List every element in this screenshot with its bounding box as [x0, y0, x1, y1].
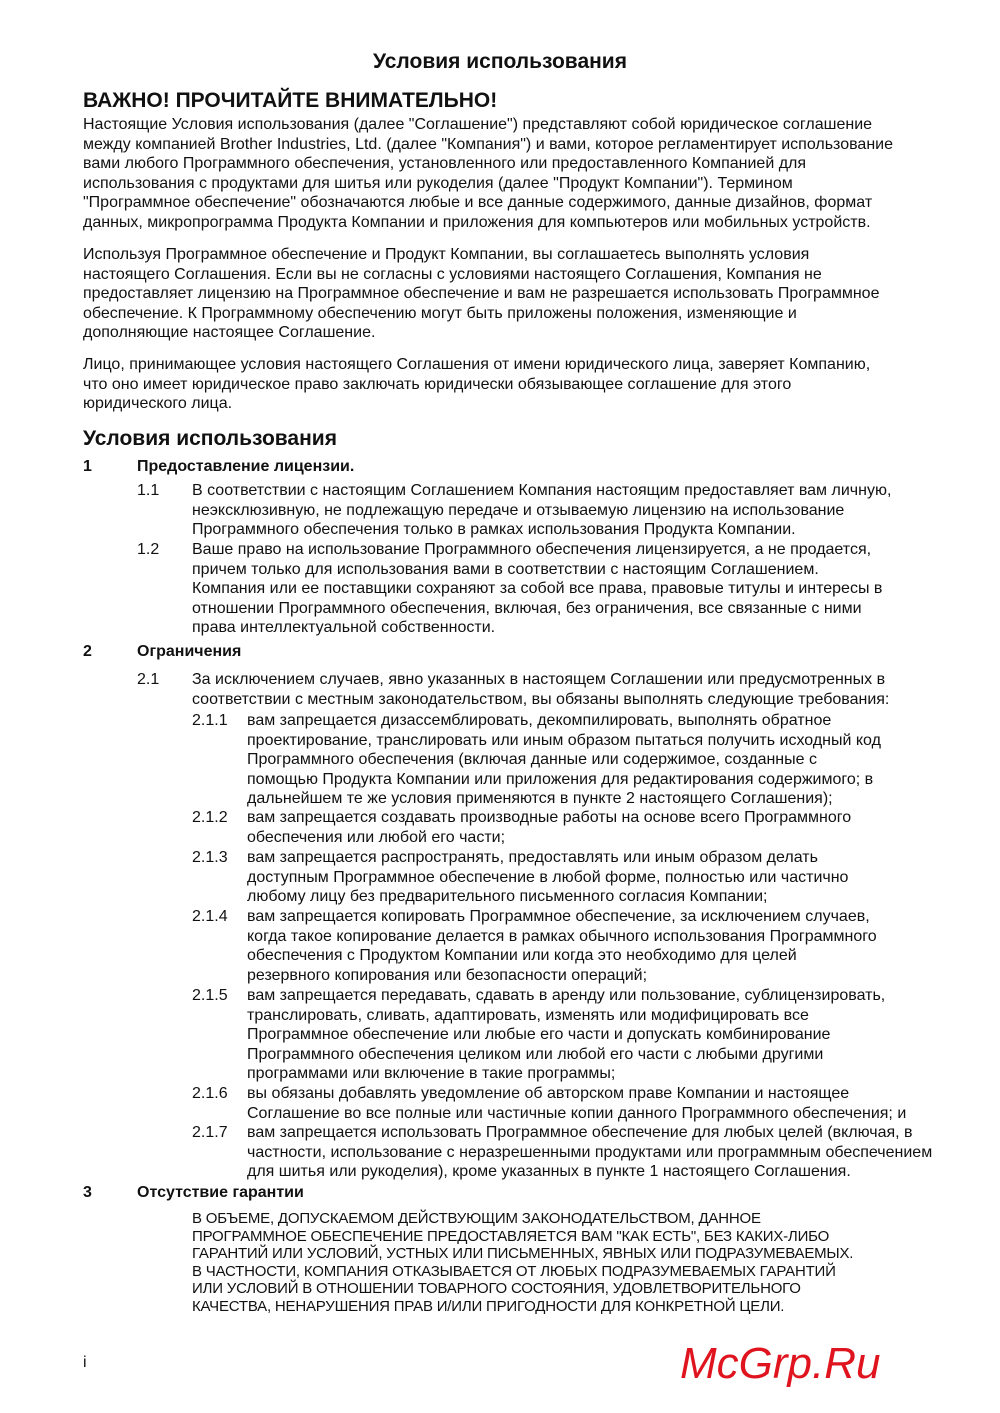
- text-line: ПРОГРАММНОЕ ОБЕСПЕЧЕНИЕ ПРЕДОСТАВЛЯЕТСЯ ВАМ "КАК ЕСТЬ", БЕЗ КАКИХ-ЛИБО: [192, 1227, 830, 1245]
- text-line: отношении Программного обеспечения, включая, без ограничения, все связанные с ними: [192, 599, 862, 617]
- section-title: [137, 457, 354, 477]
- text-line: КАЧЕСТВА, НЕНАРУШЕНИЯ ПРАВ И/ИЛИ ПРИГОДНОСТИ ДЛЯ КОНКРЕТНОЙ ЦЕЛИ.: [192, 1297, 785, 1315]
- text-line: Программное обеспечение или любые его части и допускать комбинирование: [247, 1026, 831, 1043]
- intro-paragraph: [83, 245, 879, 343]
- item-number: 3: [83, 1184, 92, 1201]
- text-line: Используя Программное обеспечение и Продукт Компании, вы соглашаетесь выполнять условия: [83, 246, 810, 263]
- intro-paragraph: [83, 355, 870, 414]
- text-line: предоставляет лицензию на Программное обеспечение и вам не разрешается использовать Программное: [83, 285, 880, 302]
- item-number: 2.1: [137, 671, 160, 688]
- text-line: помощью Продукта Компании или приложения для редактирования содержимого; в: [247, 770, 874, 788]
- text-line: между компанией Brother Industries, Ltd. (далее "Компания") и вами, которое регламентирует использование: [83, 135, 893, 153]
- text-line: Соглашение во все полные или частичные копии данного Программного обеспечения; и: [247, 1104, 907, 1122]
- item-number: 1: [83, 458, 92, 475]
- text-line: причем только для использования вами в соответствии с настоящим Соглашением.: [192, 560, 819, 578]
- terms-heading: Условия использования: [83, 427, 337, 450]
- text-line: соответствии с местным законодательством, вы обязаны выполнять следующие требования:: [192, 690, 890, 708]
- text-line: Компания или ее поставщики сохраняют за собой все права, правовые титулы и интересы в: [192, 580, 883, 597]
- text-line: Программного обеспечения только в рамках использования Продукта Компании.: [192, 521, 796, 538]
- text-line: вам запрещается создавать производные работы на основе всего Программного: [247, 809, 852, 826]
- document-title: Условия использования: [373, 50, 627, 73]
- text-line: резервного копирования или безопасности операций;: [247, 966, 648, 984]
- item-number: 2.1.5: [192, 987, 228, 1004]
- text-line: Программного обеспечения целиком или любой его части с любыми другими: [247, 1045, 824, 1063]
- text-line: вам запрещается распространять, предоставлять или иным образом делать: [247, 849, 818, 866]
- text-line: любому лицу без предварительного письменного согласия Компании;: [247, 888, 768, 905]
- text-line: обеспечения или любой его части;: [247, 828, 506, 846]
- text-line: обеспечения с Продуктом Компании или когда это необходимо для целей: [247, 947, 797, 964]
- clause-text: [192, 481, 891, 540]
- section-title: [137, 642, 241, 662]
- text-line: Ограничения: [137, 643, 242, 660]
- item-number: 2.1.6: [192, 1085, 228, 1102]
- text-line: проектирование, транслировать или иным образом пытаться получить исходный код: [247, 731, 881, 749]
- text-line: вы обязаны добавлять уведомление об авторском праве Компании и настоящее: [247, 1085, 850, 1102]
- clause-text: [247, 808, 851, 847]
- clause-text: [247, 1084, 906, 1123]
- text-line: дополняющие настоящее Соглашение.: [83, 324, 376, 341]
- text-line: В соответствии с настоящим Соглашением Компания настоящим предоставляет вам личную,: [192, 482, 892, 499]
- important-heading: ВАЖНО! ПРОЧИТАЙТЕ ВНИМАТЕЛЬНО!: [83, 89, 498, 112]
- clause-text: [247, 907, 877, 985]
- text-line: данных, микропрограмма Продукта Компании и приложения для компьютеров или мобильных устройств.: [83, 213, 871, 231]
- text-line: вами любого Программного обеспечения, установленного или предоставленного Компанией для: [83, 155, 807, 172]
- text-line: "Программное обеспечение" обозначаются любые и все данные содержимого, данные дизайнов, формат: [83, 194, 873, 211]
- text-line: вам запрещается копировать Программное обеспечение, за исключением случаев,: [247, 908, 870, 925]
- text-line: За исключением случаев, явно указанных в настоящем Соглашении или предусмотренных в: [192, 671, 886, 688]
- text-line: что оно имеет юридическое право заключать юридически обязывающее соглашение для этого: [83, 375, 792, 393]
- text-line: ИЛИ УСЛОВИЙ В ОТНОШЕНИИ ТОВАРНОГО СОСТОЯНИЯ, УДОВЛЕТВОРИТЕЛЬНОГО: [192, 1280, 801, 1298]
- intro-paragraph: [83, 115, 893, 232]
- text-line: Предоставление лицензии.: [137, 458, 355, 475]
- text-line: права интеллектуальной собственности.: [192, 619, 496, 636]
- page-number: i: [83, 1354, 87, 1371]
- warranty-text: [192, 1210, 853, 1316]
- text-line: когда такое копирование делается в рамках обычного использования Программного: [247, 927, 877, 945]
- clause-text: [247, 711, 881, 809]
- text-line: Лицо, принимающее условия настоящего Соглашения от имени юридического лица, заверяет Компанию,: [83, 356, 871, 373]
- text-line: ГАРАНТИЙ ИЛИ УСЛОВИЙ, УСТНЫХ ИЛИ ПИСЬМЕННЫХ, ЯВНЫХ ИЛИ ПОДРАЗУМЕВАЕМЫХ.: [192, 1245, 854, 1263]
- text-line: доступным Программное обеспечение в любой форме, полностью или частично: [247, 868, 849, 886]
- clause-text: [247, 986, 885, 1084]
- watermark-logo: McGrp.Ru: [680, 1339, 881, 1388]
- text-line: В ЧАСТНОСТИ, КОМПАНИЯ ОТКАЗЫВАЕТСЯ ОТ ЛЮБЫХ ПОДРАЗУМЕВАЕМЫХ ГАРАНТИЙ: [192, 1262, 836, 1280]
- clause-text: [247, 848, 848, 907]
- text-line: В ОБЪЕМЕ, ДОПУСКАЕМОМ ДЕЙСТВУЮЩИМ ЗАКОНОДАТЕЛЬСТВОМ, ДАННОЕ: [192, 1210, 761, 1227]
- text-line: частности, использование с неразрешенными продуктами или программным обеспечением: [247, 1143, 933, 1161]
- text-line: вам запрещается передавать, сдавать в аренду или пользование, сублицензировать,: [247, 987, 886, 1004]
- text-line: Настоящие Условия использования (далее "Соглашение") представляют собой юридическое соглашение: [83, 116, 873, 133]
- item-number: 1.1: [137, 482, 160, 499]
- clause-text: [247, 1123, 932, 1182]
- text-line: дальнейшем те же условия применяются в пункте 2 настоящего Соглашения);: [247, 790, 833, 807]
- text-line: обеспечение. К Программному обеспечению могут быть приложены положения, изменяющие и: [83, 304, 797, 322]
- text-line: Программного обеспечения (включая данные или содержимое, созданные с: [247, 751, 817, 768]
- text-line: настоящего Соглашения. Если вы не согласны с условиями настоящего Соглашения, Компания не: [83, 265, 822, 283]
- text-line: для шитья или рукоделия), кроме указанных в пункте 1 настоящего Соглашения.: [247, 1163, 851, 1180]
- text-line: использования с продуктами для шитья или рукоделия (далее "Продукт Компании"). Термином: [83, 174, 793, 192]
- item-number: 2.1.1: [192, 712, 228, 729]
- item-number: 2.1.7: [192, 1124, 228, 1141]
- text-line: юридического лица.: [83, 395, 233, 412]
- item-number: 2.1.2: [192, 809, 228, 826]
- section-title: [137, 1183, 304, 1203]
- clause-text: [192, 540, 882, 638]
- item-number: 2: [83, 643, 92, 660]
- text-line: неэксклюзивную, не подлежащую передаче и отзываемую лицензию на использование: [192, 501, 845, 519]
- item-number: 2.1.4: [192, 908, 228, 925]
- text-line: вам запрещается дизассемблировать, декомпилировать, выполнять обратное: [247, 712, 832, 729]
- text-line: транслировать, сливать, адаптировать, изменять или модифицировать все: [247, 1006, 809, 1024]
- item-number: 2.1.3: [192, 849, 228, 866]
- clause-text: [192, 670, 889, 709]
- item-number: 1.2: [137, 541, 160, 558]
- text-line: Ваше право на использование Программного обеспечения лицензируется, а не продается,: [192, 541, 872, 558]
- text-line: Отсутствие гарантии: [137, 1184, 304, 1201]
- text-line: программами или включение в такие программы;: [247, 1065, 616, 1082]
- text-line: вам запрещается использовать Программное обеспечение для любых целей (включая, в: [247, 1124, 913, 1141]
